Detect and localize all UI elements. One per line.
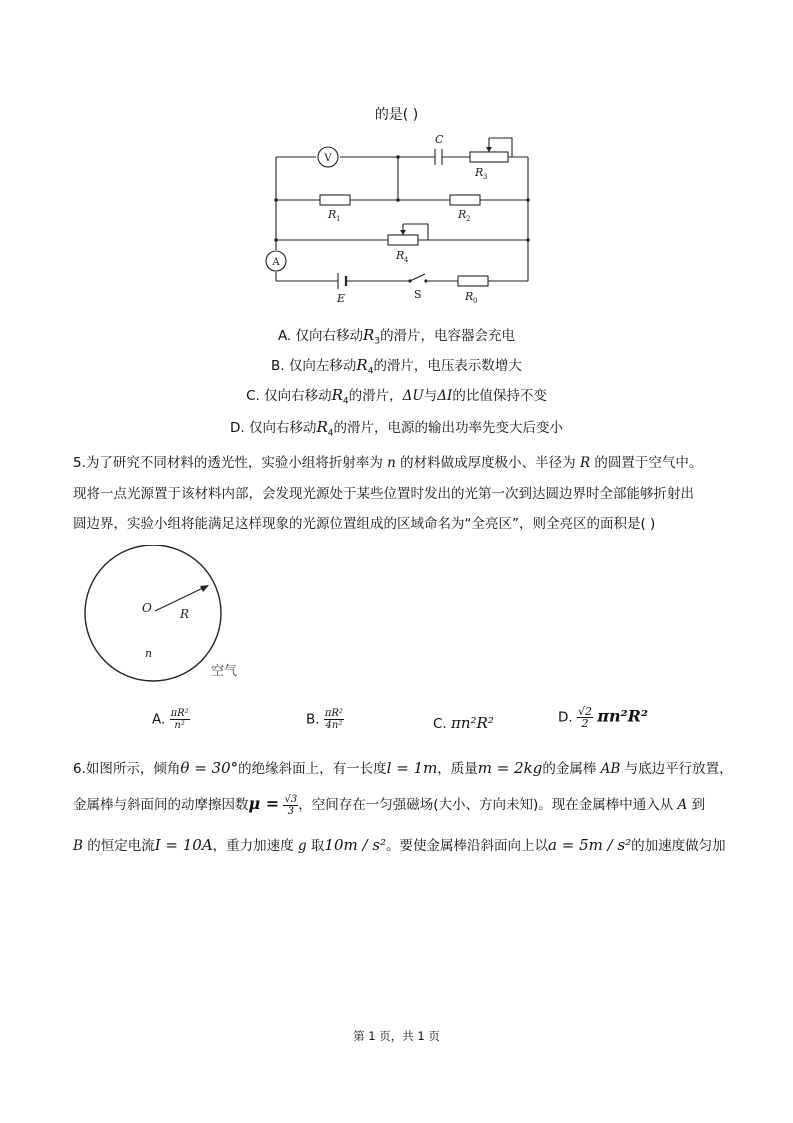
- label-R1-sub: 1: [336, 215, 341, 223]
- q5-stem-line-3: 圆边界，实验小组将能满足这样现象的光源位置组成的区域命名为“全亮区”，则全亮区的面积是( ): [73, 516, 656, 532]
- label-R2: R: [458, 208, 467, 221]
- page-footer: 第 1 页，共 1 页: [353, 1029, 440, 1043]
- q5-option-b: B. $\frac{\text{πR²}}{\text{4n²}}$: [306, 708, 343, 731]
- q6-stem-line-2: 金属棒与斜面间的动摩擦因数μ = $\frac{√3}{3}$ ，空间存在一匀强磁场(大小、方向未知)。现在金属棒中通入从 A 到: [73, 793, 706, 817]
- q4-option-c: C. 仅向右移动$R_4$的滑片，ΔU与ΔI的比值保持不变: [246, 386, 547, 407]
- q5-option-d: D. $\frac{√2}{2}$ πn²R²: [558, 705, 648, 730]
- q5-circle-figure: [78, 545, 268, 690]
- label-R0-sub: 0: [473, 297, 478, 305]
- label-S: S: [414, 288, 422, 301]
- q4-option-a: A. 仅向右移动$R_3$的滑片，电容器会充电: [277, 326, 516, 347]
- label-R1: R: [328, 208, 337, 221]
- q5-stem-line-1: 5.为了研究不同材料的透光性，实验小组将折射率为 n 的材料做成厚度极小、半径为 R 的圆置于空气中。: [73, 455, 703, 471]
- q4-option-d: D. 仅向右移动$R_4$的滑片，电源的输出功率先变大后变小: [229, 418, 563, 439]
- label-n: n: [145, 647, 153, 660]
- ammeter-label: A: [272, 257, 280, 268]
- q4-circuit-diagram: [260, 128, 540, 308]
- label-R: R: [180, 607, 190, 621]
- q5-stem-line-2: 现将一点光源置于该材料内部，会发现光源处于某些位置时发出的光第一次到达圆边界时全部能够折射出: [73, 486, 694, 502]
- label-C: C: [435, 133, 444, 146]
- label-O: O: [142, 601, 152, 615]
- label-R3: R: [475, 166, 484, 179]
- label-R4-sub: 4: [404, 256, 409, 264]
- q6-stem-line-1: 6.如图所示，倾角θ = 30°的绝缘斜面上，有一长度l = 1m，质量m = 2kg的金属棒 AB 与底边平行放置，: [73, 759, 733, 777]
- label-R4: R: [396, 249, 405, 262]
- q6-stem-line-3: B 的恒定电流I = 10A，重力加速度 g 取10m / s²。要使金属棒沿斜面向上以a = 5m / s²的加速度做匀加: [73, 836, 726, 854]
- q4-stem-tail: 的是( ): [374, 107, 419, 123]
- label-E: E: [337, 292, 346, 305]
- label-R0: R: [465, 290, 474, 303]
- label-R2-sub: 2: [466, 215, 471, 223]
- q4-option-b: B. 仅向左移动$R_4$的滑片，电压表示数增大: [271, 356, 522, 377]
- label-air: 空气: [211, 664, 238, 679]
- label-R3-sub: 3: [483, 173, 488, 181]
- q5-option-a: A. $\frac{\text{πR²}}{\text{n²}}$: [152, 708, 189, 731]
- voltmeter-label: V: [324, 153, 332, 164]
- q5-option-c: C. πn²R²: [433, 714, 494, 732]
